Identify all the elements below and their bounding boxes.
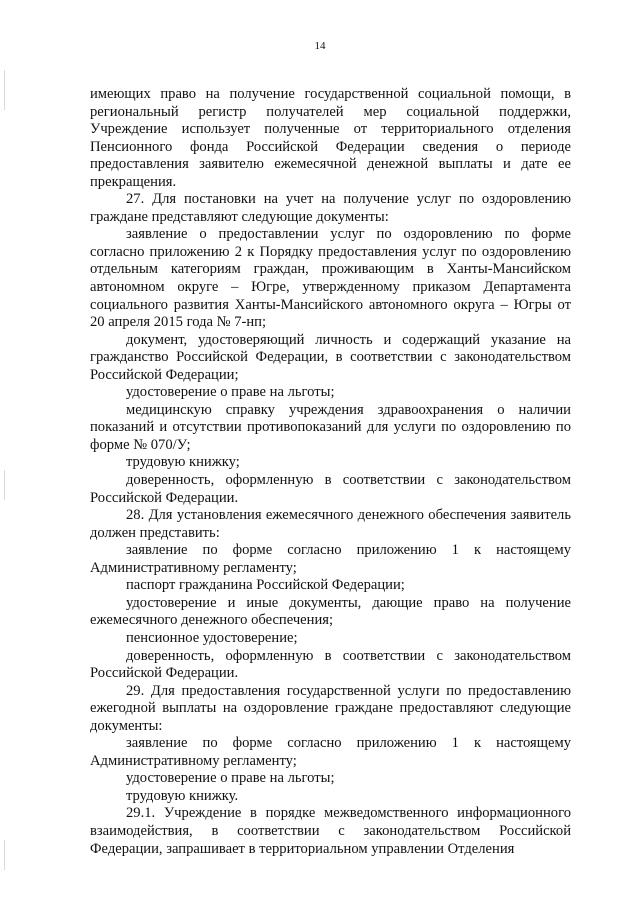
paragraph: пенсионное удостоверение; <box>126 629 298 646</box>
paragraph: заявление по форме согласно приложению 1 к настоящему Административному регламенту; <box>90 542 571 576</box>
document-body <box>90 86 571 858</box>
scan-edge-mark <box>4 840 5 870</box>
paragraph: имеющих право на получение государственной социальной помощи, в региональный регистр получателей мер социальной поддержки, Учреждение использует полученные от территориального отделения Пенсионного фонда Российской Федерации сведения о периоде предоставления заявителю ежемесячной денежной выплаты и дате ее прекращения. <box>90 86 571 190</box>
paragraph: доверенность, оформленную в соответствии с законодательством Российской Федерации. <box>90 472 571 506</box>
paragraph: 27. Для постановки на учет на получение услуг по оздоровлению граждане представляют следующие документы: <box>90 191 571 225</box>
scan-edge-mark <box>4 70 5 110</box>
paragraph: трудовую книжку. <box>126 787 239 804</box>
paragraph: заявление по форме согласно приложению 1 к настоящему Административному регламенту; <box>90 735 571 769</box>
paragraph: удостоверение о праве на льготы; <box>126 770 335 787</box>
paragraph: удостоверение о праве на льготы; <box>126 384 335 401</box>
scan-edge-mark <box>4 470 5 500</box>
paragraph: 28. Для установления ежемесячного денежного обеспечения заявитель должен представить: <box>90 507 571 541</box>
paragraph: 29.1. Учреждение в порядке межведомственного информационного взаимодействия, в соответствии с законодательством Российской Федерации, запрашивает в территориальном управлении Отделения <box>90 805 571 857</box>
paragraph: доверенность, оформленную в соответствии с законодательством Российской Федерации. <box>90 647 571 682</box>
paragraph: паспорт гражданина Российской Федерации; <box>126 577 405 594</box>
paragraph: заявление о предоставлении услуг по оздоровлению по форме согласно приложению 2 к Порядку предоставления услуг по оздоровлению отдельным категориям граждан, проживающим в Ханты-Мансийском автономном округе – Югре, утвержденному приказом Департамента социального развития Ханты-Мансийского автономного округа – Югры от 20 апреля 2015 года № 7-нп; <box>90 226 571 331</box>
paragraph: трудовую книжку; <box>126 454 240 471</box>
paragraph: 29. Для предоставления государственной услуги по предоставлению ежегодной выплаты на оздоровление граждане предоставляют следующие документы: <box>90 682 571 734</box>
paragraph: удостоверение и иные документы, дающие право на получение ежемесячного денежного обеспечения; <box>90 594 571 629</box>
paragraph: документ, удостоверяющий личность и содержащий указание на гражданство Российской Федерации, в соответствии с законодательством Российской Федерации; <box>90 331 571 383</box>
paragraph: медицинскую справку учреждения здравоохранения о наличии показаний и отсутствии противопоказаний для услуги по оздоровлению по форме № 070/У; <box>90 401 571 453</box>
page-number: 14 <box>314 40 326 52</box>
